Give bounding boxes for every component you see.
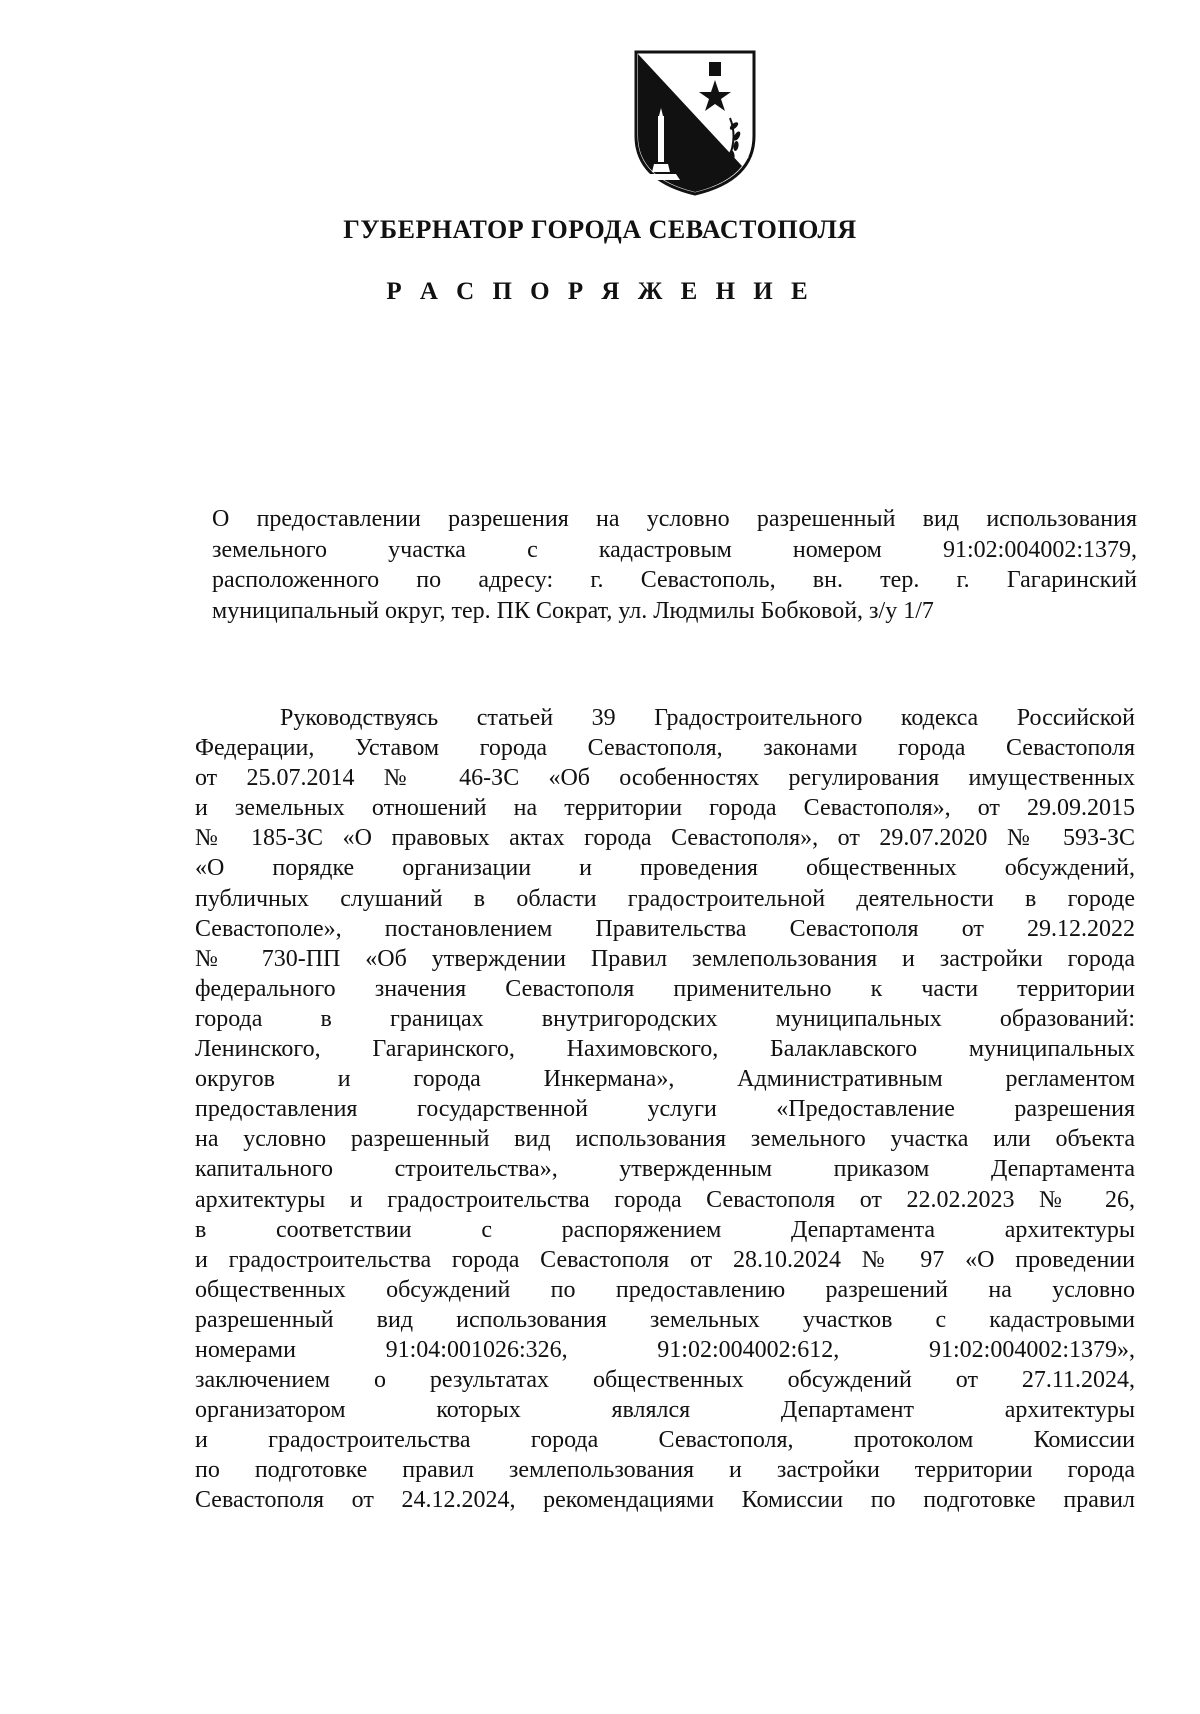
body-line: в соответствии с распоряжением Департамента архитектуры [195, 1216, 1135, 1243]
body-line: и градостроительства города Севастополя от 28.10.2024 № 97 «О проведении [195, 1246, 1135, 1273]
body-line: от 25.07.2014 № 46-ЗС «Об особенностях регулирования имущественных [195, 765, 1135, 792]
document-body [195, 703, 1135, 1516]
body-line: разрешенный вид использования земельных участков с кадастровыми [195, 1306, 1135, 1333]
body-line: № 730-ПП «Об утверждении Правил землепользования и застройки города [195, 945, 1135, 972]
body-line: публичных слушаний в области градостроительной деятельности в городе [195, 885, 1135, 912]
body-line: округов и города Инкермана», Административным регламентом [195, 1066, 1135, 1093]
body-line: Севастополя от 24.12.2024, рекомендациями Комиссии по подготовке правил [195, 1487, 1135, 1514]
body-line: по подготовке правил землепользования и застройки территории города [195, 1457, 1135, 1484]
body-line: организатором которых являлся Департамент архитектуры [195, 1397, 1135, 1424]
body-line: федерального значения Севастополя применительно к части территории [195, 975, 1135, 1002]
body-line: № 185-ЗС «О правовых актах города Севастополя», от 29.07.2020 № 593-ЗС [195, 825, 1135, 852]
body-line: заключением о результатах общественных обсуждений от 27.11.2024, [195, 1367, 1135, 1394]
body-line: и градостроительства города Севастополя, протоколом Комиссии [195, 1427, 1135, 1454]
body-line: города в границах внутригородских муниципальных образований: [195, 1005, 1135, 1032]
subject-line: земельного участка с кадастровым номером 91:02:004002:1379, [212, 536, 1137, 563]
body-line: «О порядке организации и проведения общественных обсуждений, [195, 855, 1135, 882]
document-subject [212, 504, 1137, 626]
body-line: номерами 91:04:001026:326, 91:02:004002:612, 91:02:004002:1379», [195, 1336, 1135, 1363]
body-line: Федерации, Уставом города Севастополя, законами города Севастополя [195, 735, 1135, 762]
body-line: Руководствуясь статьей 39 Градостроительного кодекса Российской [280, 705, 1135, 731]
body-line: капитального строительства», утвержденным приказом Департамента [195, 1156, 1135, 1183]
document-type: Р А С П О Р Я Ж Е Н И Е [386, 278, 814, 305]
sevastopol-coat-of-arms-icon [630, 48, 760, 198]
body-line: Ленинского, Гагаринского, Нахимовского, Балаклавского муниципальных [195, 1036, 1135, 1063]
issuing-authority: ГУБЕРНАТОР ГОРОДА СЕВАСТОПОЛЯ [343, 215, 857, 244]
body-line: общественных обсуждений по предоставлению разрешений на условно [195, 1276, 1135, 1303]
body-line: на условно разрешенный вид использования земельного участка или объекта [195, 1126, 1135, 1153]
subject-line: О предоставлении разрешения на условно разрешенный вид использования [212, 506, 1137, 532]
body-line: архитектуры и градостроительства города Севастополя от 22.02.2023 № 26, [195, 1186, 1135, 1213]
body-line: предоставления государственной услуги «Предоставление разрешения [195, 1096, 1135, 1123]
subject-line: расположенного по адресу: г. Севастополь, вн. тер. г. Гагаринский [212, 567, 1137, 593]
body-line: и земельных отношений на территории города Севастополя», от 29.09.2015 [195, 795, 1135, 822]
subject-line: муниципальный округ, тер. ПК Сократ, ул. Людмилы Бобковой, з/у 1/7 [212, 597, 934, 624]
body-line: Севастополе», постановлением Правительства Севастополя от 29.12.2022 [195, 915, 1135, 942]
